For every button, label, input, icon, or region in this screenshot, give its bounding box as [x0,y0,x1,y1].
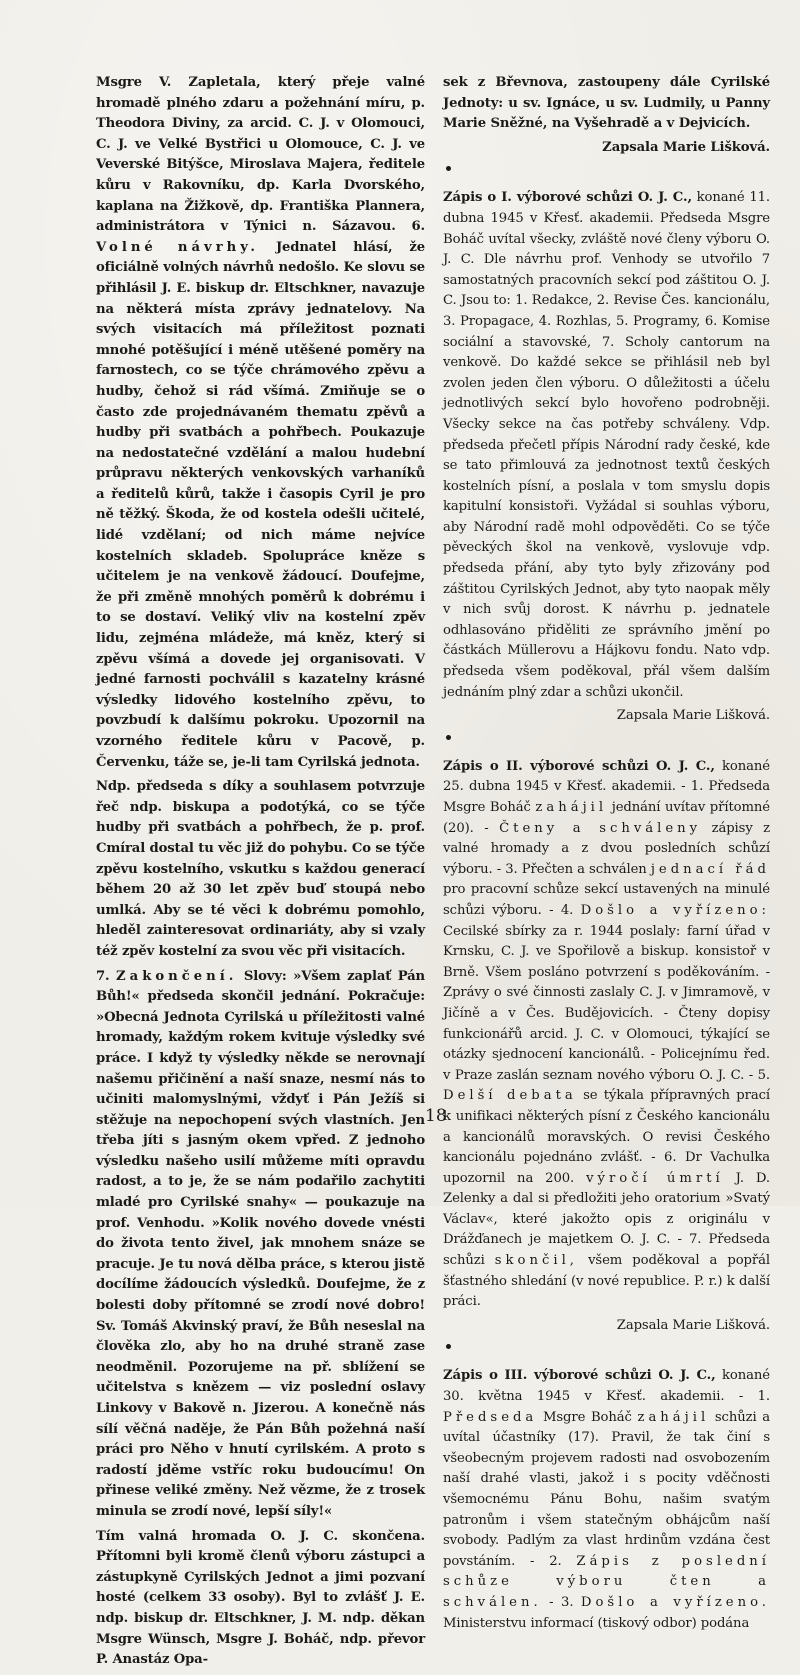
minutes-third-committee-meeting: Zápis o III. výborové schůzi O. J. C., konané 30. května 1945 v Křesť. akademii. - 1. Předseda Msgre Boháč zahájil schůzi a uvítal účastníky (17). Pravil, že tak činí s všeobecným projevem radosti nad osvobozením naší drahé vlasti, jakož i s pocity vděčnosti všemocnému Pánu Bohu, našim svatým patronům i všem statečným obhájcům naší svobody. Padlým za vlast hrdinům vzdána čest povstáním. - 2. Zápis z poslední schůze výboru čten a schválen. - 3. Došlo a vyřízeno. Ministerstvu informací (tiskový odbor) podána [443,1368,771,1631]
signature-recorder: Zapsala Marie Lišková. [616,708,770,724]
section-heading-closing: Zakončení. [116,968,238,984]
bullet-separator [443,727,770,747]
paragraph-closing: 7. Zakončení. Slovy: »Všem zaplať Pán Bůh!« předseda skončil jednání. Pokračuje: »Obecná Jednota Cyrilská u příležitosti valné hromady, každým rokem kvituje výsledky své práce. I když ty výsledky někde se nerovnají našemu přičinění a naší snaze, nesmí nás to učiniti malomyslnými, vždyť i Pán Ježíš si stěžuje na nepochopení svých vlastních. Jen třeba jíti s jasným okem vpřed. Z jednoho výsledku našeho usilí můžeme míti opravdu radost, a to je, že se nám podařilo zachytiti mladé pro Cyrilské snahy« — poukazuje na prof. Venhodu. »Kolik nového dovede vnésti do života tento živel, jak mnohem snáze se pracuje. Je tu nová dělba práce, s kterou jistě docílíme žádoucích výsledků. Doufejme, že z bolesti doby přítomné se zrodí nové dobro! Sv. Tomáš Akvinský praví, že Bůh neseslal na člověka zlo, aby ho na druhé straně zase neodměnil. Pozorujeme na př. sblížení se učitelstva s knězem — viz poslední oslavy Linkovy v Bakově n. Jizerou. A konečně nás sílí věčná naděje, že Pán Bůh požehná naší práci pro Něho v hnutí cyrilském. A proto s radostí jděme vstříc roku budoucímu! On přinese veliké změny. Než vězme, že z trosek minula se zrodí nové, lepší síly!« [96,968,425,1519]
paragraph-general-meeting-continued: Msgre V. Zapletala, který přeje valné hromadě plného zdaru a požehnání míru, p. Theodora Diviny, za arcid. C. J. v Olomouci, C. J. ve Velké Bystřici u Olomouce, C. J. ve Veverské Bitýšce, Miroslava Majera, ředitele kůru v Rakovníku, dp. Karla Dvorského, kaplana na Žižkově, dp. Františka Plannera, administrátora v Týnici n. Sázavou. 6. Volné návrhy. Jednatel hlásí, že oficiálně volných návrhů nedošlo. Ke slovu se přihlásil J. E. biskup dr. Eltschkner, navazuje na některá místa zprávy jednatelovy. Na svých visitacích má příležitost poznati mnohé potěšující i méně utěšené poměry na farnostech, co se týče chrámového zpěvu a hudby, čehož si rád všímá. Zmiňuje se o často zde projednávaném thematu zpěvů a hudby při svatbách a pohřbech. Poukazuje na nedostatečné vzdělání a malou hudební průpravu některých venkovských varhaníků a ředitelů kůrů, takže i časopis Cyril je pro ně těžký. Škoda, že od kostela odešli učitelé, lidé vzdělaní; od nich máme nejvíce kostelních skladeb. Spolupráce kněze s učitelem je na venkově žádoucí. Doufejme, že při změně mnohých poměrů k dobrému i to se dostaví. Veliký vliv na kostelní zpěv lidu, zejména mládeže, má kněz, který si zpěvu všímá a dovede jej organisovati. V jedné farnosti pochválil s kazatelny krásné výsledky lidového kostelního zpěvu, to povzbudí k dalšímu pokroku. Upozornil na vzorného ředitele kůru v Pacově, p. Červenku, táže se, je-li tam Cyrilská jednota. [96,75,426,770]
bullet-separator [443,158,770,178]
section-heading-free-proposals: Volné návrhy. [96,239,259,255]
paragraph-attendance-continued: sek z Břevnova, zastoupeny dále Cyrilské Jednoty: u sv. Ignáce, u sv. Ludmily, u Panny Marie Sněžné, na Vyšehradě a v Dejvicích. [443,75,770,132]
page-number: 18 [425,1106,447,1126]
right-column [443,73,770,1637]
signature-recorder: Zapsala Marie Lišková. [602,139,770,155]
paragraph-chairman-response: Ndp. předseda s díky a souhlasem potvrzuje řeč ndp. biskupa a podotýká, co se týče hudby při svatbách a pohřbech, že p. prof. Cmíral dostal tu věc již do pohybu. Co se týče zpěvu kostelního, vskutku s každou generací během 20 až 30 let zpěv buď stoupá nebo umlká. Aby se té věci k dobrému pomohlo, hleděl zainteresovat ordinariáty, aby si vzaly též zpěv kostelní za svou věc při visitacích. [96,779,425,959]
paragraph-attendance: Tím valná hromada O. J. C. skončena. Přítomni byli kromě členů výboru zástupci a zástupkyně Cyrilských Jednot a jimi pozvaní hosté (celkem 33 osoby). Byl to zvlášť J. E. ndp. biskup dr. Eltschkner, J. M. ndp. děkan Msgre Wünsch, Msgre J. Boháč, ndp. převor P. Anastáz Opa- [96,1528,425,1668]
minutes-heading: Zápis o I. výborové schůzi O. J. C., [443,190,692,206]
bullet-separator [443,1336,770,1356]
minutes-first-committee-meeting: Zápis o I. výborové schůzi O. J. C., konané 11. dubna 1945 v Křesť. akademii. Předseda Msgre Boháč uvítal všecky, zvláště nové členy výboru O. J. C. Dle návrhu prof. Venhody se utvořilo 7 samostatných pracovních sekcí pod záštitou O. J. C. Jsou to: 1. Redakce, 2. Revise Čes. kancionálu, 3. Propagace, 4. Rozhlas, 5. Programy, 6. Komise sociální a stavovské, 7. Scholy cantorum na venkově. Do každé sekce se přihlásil neb byl zvolen jeden člen výboru. O důležitosti a účelu jednotlivých sekcí bylo hovořeno podrobněji. Všecky sekce na čas potřeby schváleny. Vdp. předseda přečetl přípis Národní rady české, kde se tato přimlouvá za jednotnost textů českých kostelních písní, a poslala v tom smyslu dopis kapitulní konsistoři. Vyžádal si souhlas výboru, aby Národní radě mohl odpověděti. Co se týče pěveckých škol na venkově, vyslovuje vdp. předseda přání, aby tyto byly zřizovány pod záštitou Cyrilských Jednot, aby tyto naopak měly v nich svůj dorost. K návrhu p. jednatele odhlasováno přiděliti ze správního jmění po částkách Müllerovu a Hájkovu fondu. Nato vdp. předseda všem poděkoval, přál všem dalším jednáním plný zdar a schůzi ukončil. [443,190,770,700]
left-column [96,73,425,1675]
signature-recorder: Zapsala Marie Lišková. [616,1317,770,1333]
minutes-heading: Zápis o II. výborové schůzi O. J. C., [443,758,715,774]
minutes-second-committee-meeting: Zápis o II. výborové schůzi O. J. C., konané 25. dubna 1945 v Křesť. akademii. - 1. Předseda Msgre Boháč zahájil jednání uvítav přítomné (20). - Čteny a schváleny zápisy z valné hromady a z dvou posledních schůzí výboru. - 3. Přečten a schválen jednací řád pro pracovní schůze sekcí ustavených na minulé schůzi výboru. - 4. Došlo a vyřízeno: Cecilské sbírky za r. 1944 poslaly: farní úřad v Krnsku, C. J. ve Spořilově a biskup. konsistoř v Brně. Všem posláno potvrzení s poděkováním. - Zprávy o své činnosti zaslaly C. J. v Jimramově, v Jičíně a v Čes. Budějovicích. - Čteny dopisy funkcionářů arcid. J. C. v Olomouci, týkající se otázky sjednocení kancionálů. - Policejnímu řed. v Praze zaslán seznam nového výboru O. J. C. - 5. Delší debata se týkala přípravných prací k unifikaci některých písní z Českého kancionálu a kancionálů moravských. O revisi Českého kancionálu pojednáno zvlášť. - 6. Dr Vachulka upozornil na 200. výročí úmrtí J. D. Zelenky a dal si předložiti jeho oratorium »Svatý Václav«, které jakožto opis z originálu v Drážďanech je majetkem O. J. C. - 7. Předseda schůzi skončil, všem poděkoval a popřál šťastného shledání (v nové republice. P. r.) k další práci. [443,758,771,1310]
minutes-heading: Zápis o III. výborové schůzi O. J. C., [443,1368,716,1384]
